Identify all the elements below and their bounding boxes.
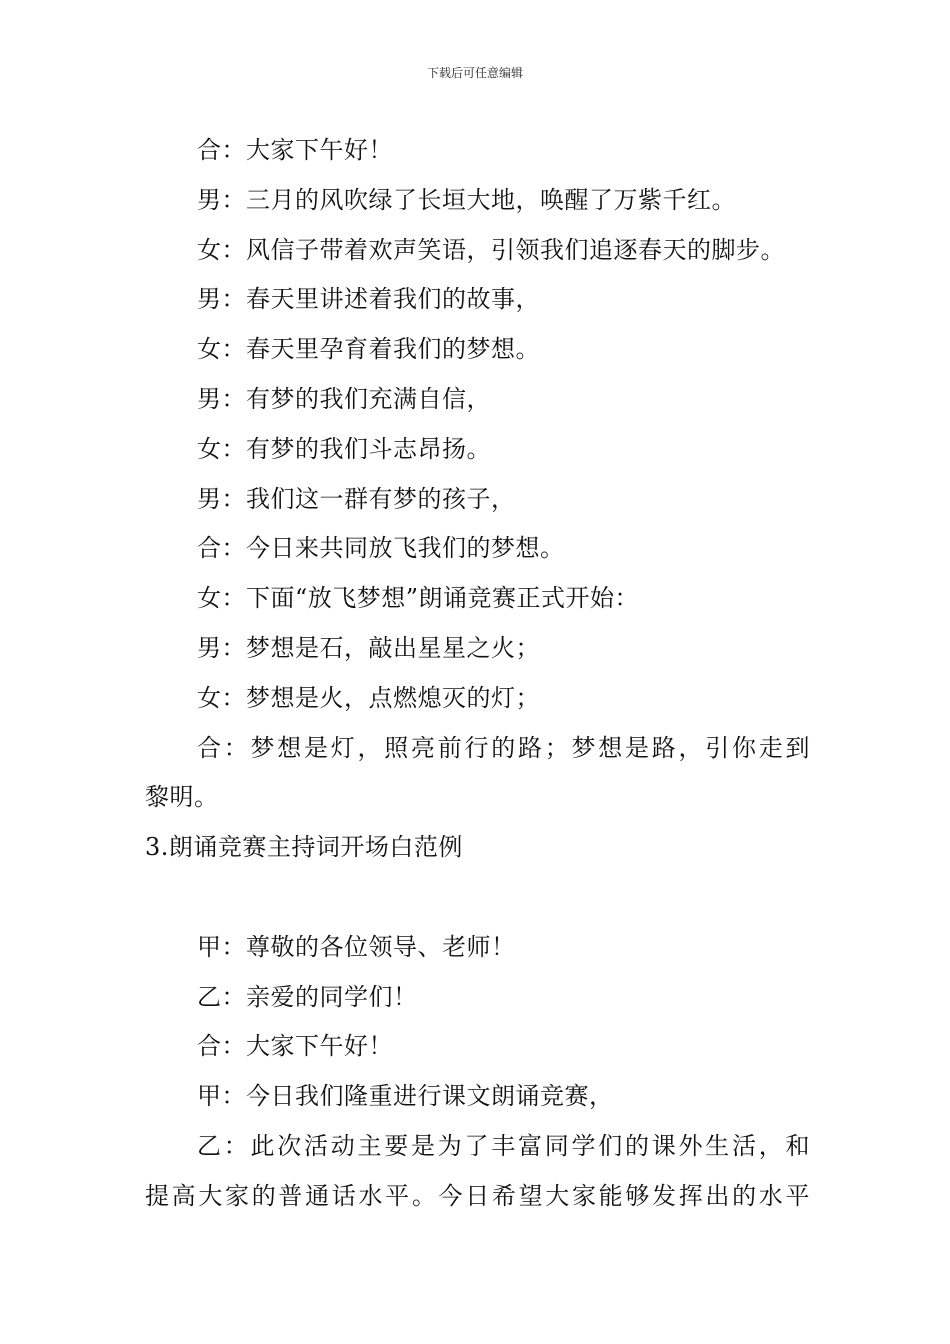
text-line: 乙：此次活动主要是为了丰富同学们的课外生活，和 bbox=[197, 1131, 810, 1160]
text-line: 3.朗诵竞赛主持词开场白范例 bbox=[145, 833, 463, 862]
blank-line bbox=[145, 873, 810, 923]
text-line: 合：大家下午好！ bbox=[197, 1032, 393, 1061]
text-line: 乙：亲爱的同学们！ bbox=[197, 982, 418, 1011]
text-line: 合：今日来共同放飞我们的梦想。 bbox=[197, 534, 565, 563]
text-line: 女：下面“放飞梦想”朗诵竞赛正式开始： bbox=[197, 584, 640, 613]
text-line: 男：有梦的我们充满自信， bbox=[197, 384, 491, 413]
text-line: 合：大家下午好！ bbox=[197, 136, 393, 164]
text-line: 黎明。 bbox=[145, 783, 219, 812]
text-line: 甲：今日我们隆重进行课文朗诵竞赛， bbox=[197, 1082, 614, 1111]
text-line: 男：梦想是石，敲出星星之火； bbox=[197, 633, 540, 662]
header-note: 下载后可任意编辑 bbox=[426, 66, 523, 80]
text-line: 女：风信子带着欢声笑语，引领我们追逐春天的脚步。 bbox=[197, 235, 785, 264]
text-line: 男：我们这一群有梦的孩子， bbox=[197, 484, 516, 513]
text-line: 合：梦想是灯，照亮前行的路；梦想是路，引你走到 bbox=[197, 733, 810, 762]
text-line: 男：三月的风吹绿了长垣大地，唤醒了万紫千红。 bbox=[197, 185, 736, 214]
document-body bbox=[145, 126, 810, 1222]
text-line: 女：有梦的我们斗志昂扬。 bbox=[197, 434, 491, 463]
text-line: 男：春天里讲述着我们的故事， bbox=[197, 285, 540, 314]
text-line: 甲：尊敬的各位领导、老师！ bbox=[197, 932, 516, 961]
text-line: 提高大家的普通话水平。今日希望大家能够发挥出的水平 bbox=[145, 1181, 810, 1210]
text-line: 女：梦想是火，点燃熄灭的灯； bbox=[197, 683, 540, 712]
text-line: 女：春天里孕育着我们的梦想。 bbox=[197, 335, 540, 364]
